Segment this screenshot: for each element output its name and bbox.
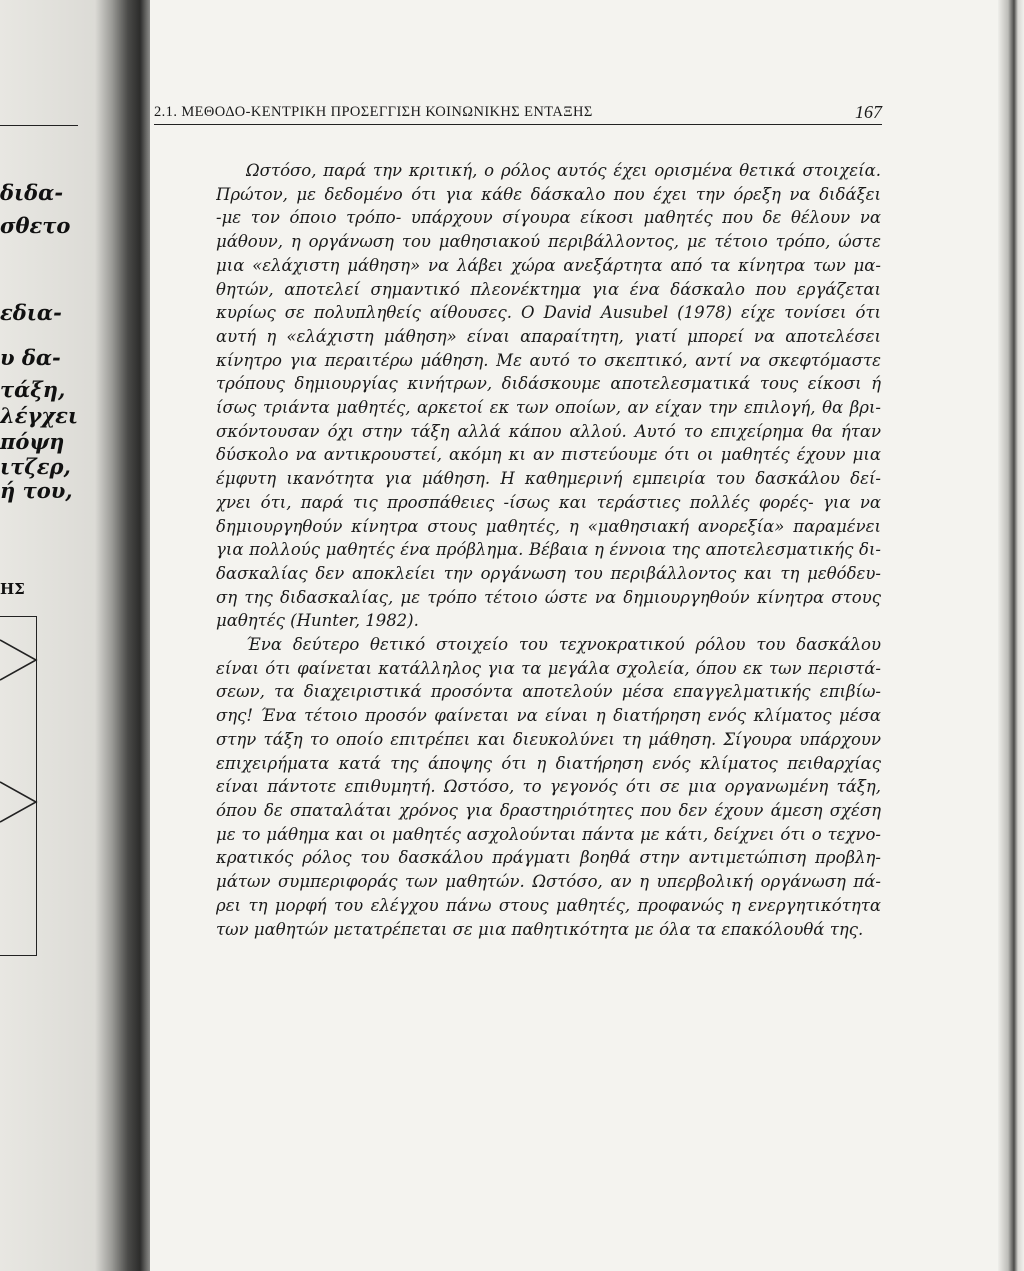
text-line: αυτή η «ελάχιστη μάθηση» είναι απαραίτητη, γιατί μπορεί να αποτελέσει — [216, 326, 881, 346]
chevron-right-icon — [0, 778, 40, 826]
fragment-text: ή του, — [0, 478, 73, 503]
chevron-right-icon — [0, 636, 40, 684]
text-line: κρατικός ρόλος του δασκάλου πράγματι βοηθά στην αντιμετώπιση προβλη- — [216, 848, 881, 868]
text-line: σης! Ένα τέτοιο προσόν φαίνεται να είναι η διατήρηση ενός κλίματος μέσα — [216, 706, 881, 726]
text-line: θητών, αποτελεί σημαντικό πλεονέκτημα για ένα δάσκαλο που εργάζεται — [216, 279, 881, 299]
text-line: Ένα δεύτερο θετικό στοιχείο του τεχνοκρατικού ρόλου του δασκάλου — [246, 635, 881, 655]
text-line: είναι ότι φαίνεται κατάλληλος για τα μεγάλα σχολεία, όπου εκ των περιστά- — [216, 658, 881, 678]
running-header — [154, 102, 882, 125]
text-line: μια «ελάχιστη μάθηση» να λάβει χώρα ανεξάρτητα από τα κίνητρα των μα- — [216, 255, 881, 275]
running-header-title: 2.1. ΜΕΘΟΔΟ-ΚΕΝΤΡΙΚΗ ΠΡΟΣΕΓΓΙΣΗ ΚΟΙΝΩΝΙΚΗΣ ΕΝΤΑΞΗΣ — [154, 104, 593, 120]
text-line: μάθουν, η οργάνωση του μαθησιακού περιβάλλοντος, με τέτοιο τρόπο, ώστε — [216, 232, 881, 252]
fragment-text: τάξη, — [0, 377, 66, 402]
text-line: έμφυτη ικανότητα για μάθηση. Η καθημερινή εμπειρία του δασκάλου δεί- — [216, 469, 881, 489]
text-line: ρει τη μορφή του ελέγχου πάνω στους μαθητές, προφανώς η ενεργητικότητα — [216, 895, 881, 915]
fragment-text: ΗΣ — [0, 580, 25, 598]
text-line: κυρίως σε πολυπληθείς αίθουσες. Ο David Ausubel (1978) είχε τονίσει ότι — [216, 303, 881, 323]
text-line: μάτων συμπεριφοράς των μαθητών. Ωστόσο, αν η υπερβολική οργάνωση πά- — [216, 872, 881, 892]
adjacent-page-fragment — [0, 0, 100, 1271]
text-line: δημιουργηθούν κίνητρα στους μαθητές, η «μαθησιακή ανορεξία» παραμένει — [216, 516, 881, 536]
fragment-text: ιτζερ, — [0, 454, 71, 479]
text-line: τρόπους δημιουργίας κινήτρων, διδάσκουμε αποτελεσματικά τους είκοσι ή — [216, 374, 881, 394]
text-line: είναι πάντοτε επιθυμητή. Ωστόσο, το γεγονός ότι σε μια οργανωμένη τάξη, — [216, 777, 881, 797]
page-number: 167 — [855, 102, 882, 122]
text-line: -με τον όποιο τρόπο- υπάρχουν σίγουρα είκοσι μαθητές που δε θέλουν να — [216, 208, 881, 228]
body-text — [216, 159, 881, 941]
text-line: δασκαλίας δεν αποκλείει την οργάνωση του περιβάλλοντος και τη μεθόδευ- — [216, 563, 881, 583]
fragment-text: εδια- — [0, 300, 62, 325]
text-line: μαθητές (Hunter, 1982). — [216, 611, 419, 631]
text-line: χνει ότι, παρά τις προσπάθειες -ίσως και τεράστιες πολλές φορές- για να — [216, 492, 881, 512]
fragment-text: διδα- — [0, 180, 64, 205]
text-line: ση της διδασκαλίας, με τρόπο τέτοιο ώστε να δημιουργηθούν κίνητρα στους — [216, 587, 881, 607]
fragment-text: λέγχει — [0, 403, 79, 428]
fragment-text: πόψη — [0, 429, 65, 454]
text-line: επιχειρήματα κατά της άποψης ότι η διατήρηση ενός κλίματος πειθαρχίας — [216, 753, 881, 773]
text-line: για πολλούς μαθητές ένα πρόβλημα. Βέβαια η έννοια της αποτελεσματικής δι- — [216, 540, 881, 560]
text-line: στην τάξη το οποίο επιτρέπει και διευκολύνει τη μάθηση. Σίγουρα υπάρχουν — [216, 729, 881, 749]
paragraph — [216, 159, 881, 633]
text-line: σκόντουσαν όχι στην τάξη αλλά κάπου αλλού. Αυτό το επιχείρημα θα ήταν — [216, 421, 881, 441]
adjacent-page-rule — [0, 125, 78, 126]
text-line: των μαθητών μετατρέπεται σε μια παθητικότητα με όλα τα επακόλουθά της. — [216, 919, 864, 939]
text-line: ίσως τριάντα μαθητές, αρκετοί εκ των οποίων, αν είχαν την επιλογή, θα βρι- — [216, 398, 881, 418]
text-line: όπου δε σπαταλάται χρόνος για δραστηριότητες που δεν έχουν άμεση σχέση — [216, 800, 881, 820]
text-line: με το μάθημα και οι μαθητές ασχολούνται πάντα με κάτι, δείχνει ότι ο τεχνο- — [216, 824, 881, 844]
fragment-text: σθετο — [0, 213, 71, 238]
text-line: σεων, τα διαχειριστικά προσόντα αποτελούν μέσα επαγγελματικής επιβίω- — [216, 682, 881, 702]
page-edge-shadow — [998, 0, 1024, 1271]
text-line: δύσκολο να αντικρουστεί, ακόμη κι αν πιστεύουμε ότι οι μαθητές έχουν μια — [216, 445, 881, 465]
text-line: Ωστόσο, παρά την κριτική, ο ρόλος αυτός έχει ορισμένα θετικά στοιχεία. — [246, 161, 881, 180]
text-line: Πρώτον, με δεδομένο ότι για κάθε δάσκαλο που έχει την όρεξη να διδάξει — [216, 184, 881, 204]
fragment-text: υ δα- — [0, 345, 61, 370]
text-line: κίνητρο για περαιτέρω μάθηση. Με αυτό το σκεπτικό, αντί να σκεφτόμαστε — [216, 350, 881, 370]
paragraph — [216, 633, 881, 941]
